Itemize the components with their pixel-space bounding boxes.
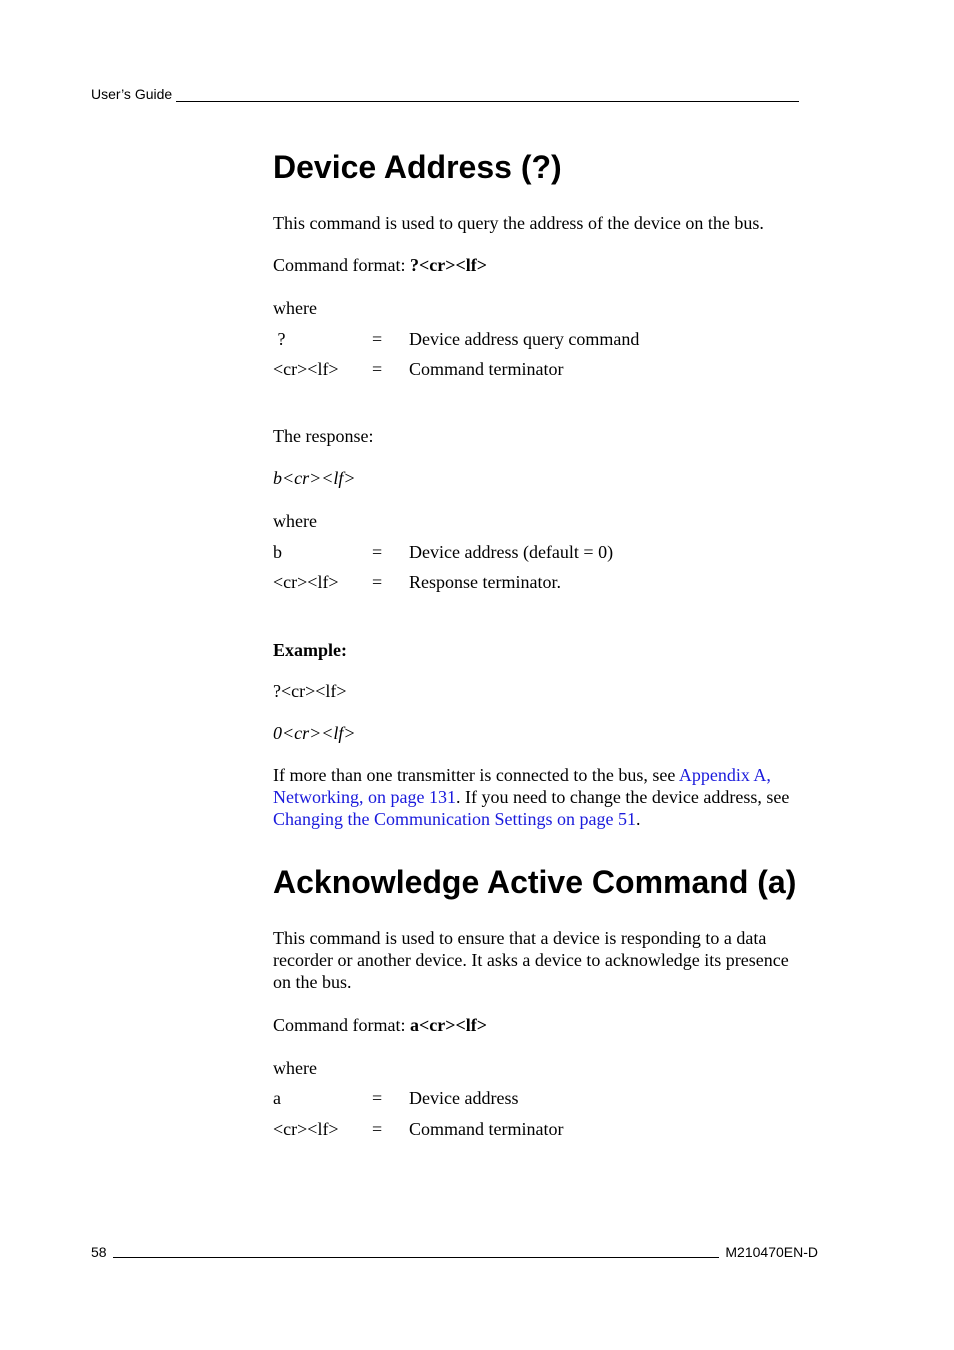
device-address-intro: This command is used to query the address of the device on the bus. <box>273 213 764 233</box>
command-format-label: Command format: <box>273 1015 410 1035</box>
acknowledge-intro <box>273 927 818 993</box>
page-number: 58 <box>91 1244 107 1260</box>
command-format-value: a<cr><lf> <box>409 1015 487 1035</box>
param-key: ? <box>273 329 286 349</box>
device-address-command-format <box>273 254 818 276</box>
communication-settings-link[interactable]: Changing the Communication Settings on page 51 <box>273 809 636 829</box>
example-label: Example: <box>273 640 347 660</box>
note-line <box>273 808 818 830</box>
example-command: ?<cr><lf> <box>273 681 347 701</box>
param-equals: = <box>372 1088 383 1108</box>
param-desc: Device address (default = 0) <box>409 542 614 562</box>
section-title-acknowledge: Acknowledge Active Command (a) <box>273 864 797 900</box>
header-rule <box>176 87 799 102</box>
header-label: User’s Guide <box>91 86 173 102</box>
document-id: M210470EN-D <box>725 1244 818 1260</box>
param-desc: Command terminator <box>409 1119 564 1139</box>
param-equals: = <box>372 542 383 562</box>
command-format-value: ?<cr><lf> <box>409 255 487 275</box>
param-key: <cr><lf> <box>273 572 339 592</box>
response-label: The response: <box>273 426 374 446</box>
running-header <box>91 86 799 102</box>
param-desc: Device address query command <box>409 329 640 349</box>
note-line <box>273 764 818 786</box>
param-desc: Device address <box>409 1088 519 1108</box>
intro-line: recorder or another device. It asks a device to acknowledge its presence <box>273 950 789 970</box>
param-key: b <box>273 542 282 562</box>
command-format-label: Command format: <box>273 255 410 275</box>
param-key: <cr><lf> <box>273 359 339 379</box>
note-text: . If you need to change the device address, see <box>455 787 790 807</box>
section-title-device-address: Device Address (?) <box>273 149 562 185</box>
param-equals: = <box>372 1119 383 1139</box>
networking-note <box>273 764 818 830</box>
param-desc: Response terminator. <box>409 572 561 592</box>
param-equals: = <box>372 572 383 592</box>
param-desc: Command terminator <box>409 359 564 379</box>
response-format: b<cr><lf> <box>273 468 356 488</box>
param-equals: = <box>372 359 383 379</box>
param-key: a <box>273 1088 281 1108</box>
running-footer <box>91 1243 818 1260</box>
note-text: . <box>635 809 641 829</box>
param-key: <cr><lf> <box>273 1119 339 1139</box>
intro-line: on the bus. <box>273 972 352 992</box>
param-equals: = <box>372 329 383 349</box>
example-response: 0<cr><lf> <box>273 723 356 743</box>
note-line <box>273 786 818 808</box>
footer-rule <box>113 1243 720 1258</box>
where-label: where <box>273 511 317 531</box>
where-label: where <box>273 1058 317 1078</box>
networking-page-link[interactable]: Networking, on page 131 <box>273 787 456 807</box>
appendix-a-link[interactable]: Appendix A, <box>678 765 771 785</box>
note-text: If more than one transmitter is connected to the bus, see <box>273 765 679 785</box>
intro-line: This command is used to ensure that a device is responding to a data <box>273 928 767 948</box>
where-label: where <box>273 298 317 318</box>
acknowledge-command-format <box>273 1014 818 1036</box>
